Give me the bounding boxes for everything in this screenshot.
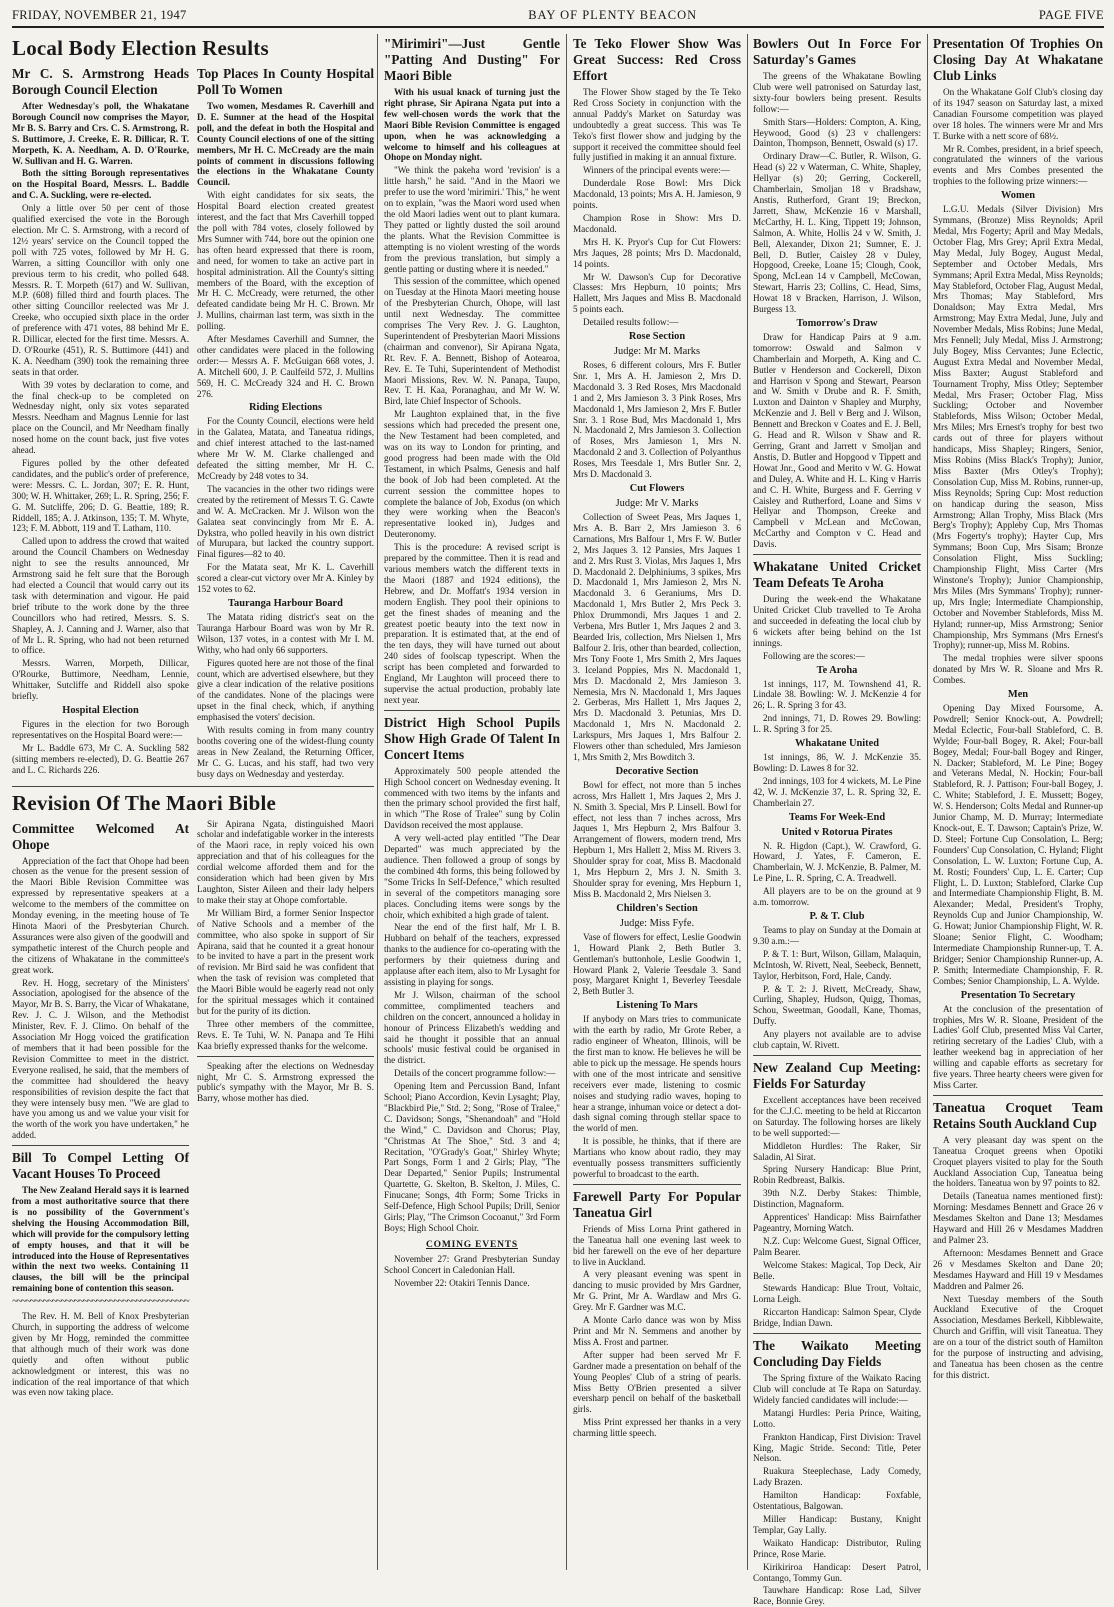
article-paragraph: Both the sitting Borough representatives on the Hospital Board, Messrs. L. Baddle and C. A. Suckling, were re-elected. bbox=[12, 168, 189, 201]
article-paragraph: Mr R. Combes, president, in a brief speech, congratulated the winners of the various events and Mrs Combes presented the trophies to the following prize winners:— bbox=[933, 143, 1103, 187]
article-paragraph: For the County Council, elections were held in the Galatea, Matata, and Taneatua ridings, and chief interest attached to the last-named where Mr W. M. Clarke challenged and defeated the sitting member, Mr H. C. McCready by 248 votes to 34. bbox=[197, 416, 374, 481]
article-paragraph: Stewards Handicap: Blue Trout, Voltaic, Lorna Leigh. bbox=[753, 1283, 921, 1305]
issue-date: FRIDAY, NOVEMBER 21, 1947 bbox=[12, 7, 187, 22]
masthead bbox=[12, 6, 1104, 28]
article-paragraph: The medal trophies were silver spoons donated by Mrs W. R. Sloane and Mrs R. Combes. bbox=[933, 653, 1103, 686]
article-paragraph: Called upon to address the crowd that waited around the Council Chambers on Wednesday night to see the results announced, Mr Armstrong said he felt sure that the Borough had elected a Council that would carry out its task with determination and vigour. He paid brief tribute to the work done by the three Councillors who had retired, Messrs. S. S. Shapley, A. J. Canning and J. Warner, also that of Mr L. R. Spring, who had not been returned to office. bbox=[12, 536, 189, 656]
paper-name: BAY OF PLENTY BEACON bbox=[528, 7, 698, 22]
article-paragraph: Waikato Handicap: Distributor, Ruling Prince, Rose Marie. bbox=[753, 1537, 921, 1559]
article-paragraph: Mr William Bird, a former Senior Inspector of Native Schools and a member of the committee, who also spoke in support of Sir Apirana, said that he counted it a great honour to be invited to have a part in the present work of revision. Mr Bird said he was confident that when the task of revision was completed that the Maori Bible would be eagerly read not only for the spiritual messages which it contained but for the purity of its diction. bbox=[197, 907, 374, 1016]
article-paragraph: L.G.U. Medals (Silver Division) Mrs Symmans, (Bronze) Miss Reynolds; April Medal, Mrs Fogerty; April and May Medals, October Flag, Mrs Grey; April Extra Medal, May Medal, July Bogey, August Medal, September and October Medals, Mrs Symmans; April Extra Medal, Miss Reynolds; May Stableford, October Flag, August Medal, Mrs Thomas; May Stableford, Mrs Donaldson; May Extra Medal, Mrs Armstrong; May Extra Medal, June, July and November Medals, Miss Robins; June Medal, Mrs Fennell; July Medal, Miss J. Armstrong; July Bogey, Miss Cervantes; June Eclectic, August Extra Medal and November Medal, Miss Baxter; August Stableford and Tournament Trophy, Miss Otley; September Medal, Mrs Fraser; October Flag, Miss Suckling; October and November Stablefords, Miss Wilson; October Medal, Mrs Miles; Mrs Ernest's trophy for best two cards out of three for players without handicaps, Miss Shapley; Ringers, Senior, Miss Robins (Miss Black's Trophy); Junior, Miss Baxter (Mrs Otley's Trophy); Consolation Cup, Miss M. Robins, runner-up, Miss Reynolds; Spring Cup: Most reduction on handicap during the season, Miss Armstrong; Allan Trophy, Miss Black (Mrs Berg's Trophy); Appleby Cup, Mrs Thomas (Mrs Fogerty's trophy); Hayter Cup, Mrs Symmans; Boon Cup, Mrs Sisam; Bronze Consolation Flight, Miss Suckling; Championship Flight, Miss Carter (Mrs Winstone's Trophy); Junior Championship, Mrs Miles (Mrs Symmans' Trophy); runner-up, Mrs Ingle; Intermediate Championship, October and November Stablefords, Miss M. Hyland; runner-up, Miss Armstrong; Senior Championship, Mrs Symmans (Mrs Ernest's Trophy); runner-up, Miss M. Robins. bbox=[933, 204, 1103, 651]
article-paragraph: Opening Day Mixed Foursome, A. Powdrell; Senior Knock-out, A. Powdrell; Medal Eclectic, Four-ball Stableford, C. B. Wylde; Four-ball Bogey, R. Akel; Four-ball Bogey, Medal; Four-ball Bogey and Ringer, N. Dacker; Stableford, M. Le Pine; Bogey and Veterans Medal, N. Hockin; Four-ball Stableford, R. J. Pattison; Four-ball Bogey, J. C. White; Stableford, J. E. Mussett; Bogey, W. S. Henderson; Colts Medal and Runner-up Junior Champ, M. D. Murray; Intermediate Knock-out, E. T. Dawson; Captain's Prize, W. D. Steel; Fortune Cup Consolation, L. Berg; Founders' Cup Consolation, C. Hyland; Flight Consolation, L. W. Luxton; Fortune Cup, A. M. Rosti; Founders' Cup, L. E. Carter; Cup Flight, L. D. Luxton; Stableford, Clarke Cup and Intermediate Championship Flight, B. M. Alexander; Medal, President's Trophy, Reynolds Cup and Junior Championship, W. G. Howat; Junior Championship Flight, W. R. Sloane; Senior Flight, C. Woodham; Intermediate Championship Runner-up, T. A. Bridger; Senior Championship Runner-up, A. P. Smith; Intermediate Championship, F. R. Combes; Senior Championship, L. A. Wylde. bbox=[933, 703, 1103, 986]
section-subhead: Tomorrow's Draw bbox=[796, 317, 878, 329]
article-paragraph: Next Tuesday members of the South Auckland Executive of the Croquet Association, Mesdames Berkell, Kibblewaite, Church and Griffin, will visit Taneatua. They are on a tour of the district south of Hamilton for the purpose of instructing and advising, and Taneatua has been chosen as the centre for this district. bbox=[933, 1293, 1103, 1380]
section-subhead: Tauranga Harbour Board bbox=[228, 597, 343, 609]
article-paragraph: The greens of the Whakatane Bowling Club were well patronised on Saturday last, sixty-four bowlers being present. Results follow:— bbox=[753, 71, 921, 114]
article-headline: Whakatane United Cricket Team Defeats Te Aroha bbox=[753, 559, 921, 591]
article-paragraph: A very pleasant evening was spent in dancing to music provided by Mrs Gardner, Mr G. Print, Mr A. Wardlaw and Mrs G. Grey. Mr F. Gardner was M.C. bbox=[573, 1269, 741, 1313]
article-headline: Farewell Party For Popular Taneatua Girl bbox=[573, 1188, 741, 1220]
article-paragraph: Smith Stars—Holders: Compton, A. King, Heywood, Good (s) 23 v challengers: Dainton, Thompson, Bennett, Oswald (s) 17. bbox=[753, 116, 921, 149]
article-paragraph: Three other members of the committee, Revs. E. Te Tuhi, W. N. Panapa and Te Hihi Kaa briefly expressed thanks for the welcome. bbox=[197, 1018, 374, 1051]
section-subhead: Women bbox=[1000, 190, 1036, 202]
article-paragraph: Dunderdale Rose Bowl: Mrs Dick Macdonald, 13 points; Mrs A. H. Jamieson, 9 points. bbox=[573, 178, 741, 211]
article-paragraph: A very pleasant day was spent on the Taneatua Croquet greens when Opotiki Croquet players visited to play for the South Auckland Association Cup, Taneatua being the holders. Taneatua won by 97 points to 82. bbox=[933, 1134, 1103, 1189]
article-paragraph: 1st innings, 117, M. Townshend 41, R. Lindale 38. Bowling: W. J. McKenzie 4 for 26; L. R. Spring 3 for 43. bbox=[753, 678, 921, 711]
article-paragraph: 39th N.Z. Derby Stakes: Thimble, Distinction, Magnaform. bbox=[753, 1188, 921, 1210]
article-paragraph: It is possible, he thinks, that if there are Martians who know about radio, they may eventually possess transmitters sufficiently powerful to broadcast to the earth. bbox=[573, 1136, 741, 1179]
article-paragraph: Welcome Stakes: Magical, Top Deck, Air Belle. bbox=[753, 1259, 921, 1281]
column-3 bbox=[384, 34, 560, 1570]
column-2 bbox=[197, 64, 374, 782]
article-paragraph: Matangi Hurdles: Peria Prince, Waiting, Lotto. bbox=[753, 1407, 921, 1429]
article-paragraph: Excellent acceptances have been received for the C.J.C. meeting to be held at Riccarton on Saturday. The following horses are likely to be well supported:— bbox=[753, 1094, 921, 1138]
article-paragraph: Detailed results follow:— bbox=[583, 317, 679, 328]
article-paragraph: This is the procedure: A revised script is prepared by the committee. Then it is read and various members watch the different texts in the Maori (1887 and 1924 editions), the Hebrew, and Dr. Moffatt's 1934 version in modern English. They pool their opinions to get the finest shades of meaning and the greatest poetic beauty into the text now in preparation. It is estimated that, at the end of the ten days, they will have turned out about 240 sides of foolscap typescript. When the script has been completed and forwarded to England, Mr Laughton will proceed there to supervise the actual production, probably late next year. bbox=[384, 542, 560, 705]
article-paragraph: If anybody on Mars tries to communicate with the earth by radio, Mr Grote Reber, a radio engineer of Wheaton, Illinois, will be the first man to know. He believes he will be able to pick up the message. He spends hours with one of the most intricate and sensitive receivers ever made, listening to cosmic noises and studying radio waves, hoping to hear a strange, inhuman voice or detect a dot-dash signal coming through stellar space to the world of men. bbox=[573, 1014, 741, 1134]
article-paragraph: At the conclusion of the presentation of trophies, Mrs W. R. Sloane, President of the Ladies' Golf Club, presented Miss Val Carter, retiring secretary of the Ladies' Club, with a leather weekend bag in appreciation of her willing and capable efforts as secretary for five years. Three hearty cheers were given for Miss Carter. bbox=[933, 1003, 1103, 1090]
article-paragraph: Ruakura Steeplechase, Lady Comedy, Lady Brazen. bbox=[753, 1466, 921, 1488]
article-paragraph: P. & T. 2: J. Rivett, McCready, Shaw, Curling, Shapley, Hudson, Quigg, Thomas, Schou, Sweetman, Goodall, Kane, Thomas, Duffy. bbox=[753, 983, 921, 1027]
article-headline: District High School Pupils Show High Grade Of Talent In Concert Items bbox=[384, 714, 560, 762]
event-item: November 27: Grand Presbyterian Sunday School Concert in Caledonian Hall. bbox=[384, 1253, 560, 1275]
article-paragraph: The Rev. H. M. Bell of Knox Presbyterian Church, in supporting the address of welcome given by Mr Hogg, reminded the committee that although much of their work was done quietly and often without public acknowledgment or interest, this was no indication of the real importance of that which was even now taking place. bbox=[12, 1311, 189, 1398]
column-1-lower bbox=[12, 819, 189, 1401]
divider bbox=[933, 1095, 1103, 1096]
article-paragraph: Mr Laughton explained that, in the five sessions which had preceded the present one, the New Testament had been completed, and was on its way to London for printing, and good progress had been made with the Old Testament, in which Psalms, Genesis and half the book of Job had been completed. At the current session the committee hopes to complete the balance of Job, Exodus (on which they were working when the Beacon's representative looked in), Judges and Deuteronomy. bbox=[384, 409, 560, 540]
article-paragraph: Miller Handicap: Bustany, Knight Templar, Gay Lally. bbox=[753, 1513, 921, 1535]
section-subhead: Men bbox=[1007, 689, 1029, 701]
article-paragraph: Approximately 500 people attended the High School concert on Wednesday evening. It commenced with two items by the infants and then the primary school provided the first half, in which "The Rose of Tralee" sung by Colin Davidson received the most applause. bbox=[384, 765, 560, 831]
article-paragraph: A very well-acted play entitled "The Dear Departed" was much appreciated by the audience. Then followed a group of songs by the combined 4th forms, this being followed by "Some Tricks In Self-Defence," which resulted in several of the competitors managing sore places. Concluding items were songs by the choir, which exhibited a high grade of talent. bbox=[384, 833, 560, 920]
divider bbox=[573, 1184, 741, 1185]
columns bbox=[12, 28, 1104, 1607]
article-headline: New Zealand Cup Meeting: Fields For Saturday bbox=[753, 1059, 921, 1091]
lead-article-block bbox=[12, 34, 374, 1570]
article-paragraph: Sir Apirana Ngata, distinguished Maori scholar and indefatigable worker in the interests of the Maori race, in reply voiced his own appreciation and that of his colleagues for the cordial welcome afforded them and for the consideration which had been given by Mrs Laughton, Sister Aileen and their lady helpers to make their stay at Ohope comfortable. bbox=[197, 818, 374, 905]
article-paragraph: Rev. H. Hogg, secretary of the Ministers' Association, apologised for the absence of the Mayor, Mr B. S. Barry, the Vicar of Whakatane, Rev. J. C. J. Wilson, and the Methodist Minister, Rev. F. J. Climo. On behalf of the Association Mr Hogg voiced the gratification of members that it had been possible for the Revision Committee to meet in the district. Everyone realised, he said, that the members of the committee had shouldered the heavy responsibilities of revision despite the fact that they were intensely busy men. "We are glad to have you among us and we value your visit for the worth of the work you have undertaken," he added. bbox=[12, 977, 189, 1141]
column-rule bbox=[377, 34, 378, 1570]
article-headline: Bowlers Out In Force For Saturday's Games bbox=[753, 36, 921, 67]
article-paragraph: On the Whakatane Golf Club's closing day of its 1947 season on Saturday last, a mixed Canadian Foursome competition was played over 18 holes. The winners were Mr and Mrs T. Burke with a nett score of 68½. bbox=[933, 87, 1103, 141]
article-paragraph: The Flower Show staged by the Te Teko Red Cross Society in conjunction with the annual Paddy's Market on Saturday was undoubtedly a great success. This was Te Teko's first flower show and judging by the support it received the committee should feel fully justified in making it an annual fixture. bbox=[573, 87, 741, 163]
section-subhead: Teams For Week-End bbox=[788, 811, 886, 823]
article-paragraph: Any players not available are to advise club captain, W. Rivett. bbox=[753, 1029, 921, 1051]
judge-line: Judge: Miss Fyfe. bbox=[619, 917, 695, 929]
article-paragraph: Near the end of the first half, Mr I. B. Hubbard on behalf of the teachers, expressed thanks to the audience for co-operating with the performers by their quietness during and applause after each item, also to Mr Lysaght for assisting in playing for songs. bbox=[384, 922, 560, 987]
article-paragraph: Hamilton Handicap: Foxfable, Ostentatious, Balgowan. bbox=[753, 1490, 921, 1512]
article-paragraph: Kirikiriroa Handicap: Desert Patrol, Contango, Tommy Gun. bbox=[753, 1561, 921, 1583]
article-headline: Presentation Of Trophies On Closing Day At Whakatane Club Links bbox=[933, 36, 1103, 83]
article-paragraph: Mrs H. K. Pryor's Cup for Cut Flowers: Mrs Jaques, 28 points; Mrs D. Macdonald, 14 points. bbox=[573, 236, 741, 269]
article-paragraph: Spring Nursery Handicap: Blue Print, Robin Redbreast, Balkis. bbox=[753, 1164, 921, 1186]
article-paragraph: With eight candidates for six seats, the Hospital Board election created greatest interest, and the fact that Mrs Caverhill topped the poll with 784 votes, closely followed by Mrs Sumner with 744, bore out the opinion one has often heard expressed that there is room, and need, for women to take an active part in hospital administration. All the County's sitting members of the Board, with the exception of Mr H. C. McCready, were returned, the other defeated candidate being Mr H. C. Brown. Mr J. Mullins, chairman last term, was sixth in the polling. bbox=[197, 190, 374, 332]
section-subhead: Te Aroha bbox=[816, 664, 858, 676]
divider bbox=[753, 554, 921, 555]
article-paragraph: Champion Rose in Show: Mrs D. Macdonald. bbox=[573, 212, 741, 234]
article-paragraph: Miss Print expressed her thanks in a very charming little speech. bbox=[573, 1417, 741, 1439]
divider bbox=[753, 1055, 921, 1056]
column-2-lower bbox=[197, 819, 374, 1401]
article-paragraph: Messrs. Warren, Morpeth, Dillicar, O'Rourke, Buttimore, Needham, Lennie, Whittaker, Sutcliffe and Riddell also spoke briefly. bbox=[12, 658, 189, 702]
article-paragraph: 2nd innings, 103 for 4 wickets, M. Le Pine 42, W. J. McKenzie 37, L. R. Spring 32, E. Chamberlain 27. bbox=[753, 775, 921, 808]
event-item: November 22: Otakiri Tennis Dance. bbox=[394, 1277, 530, 1288]
article-paragraph: This session of the committee, which opened on Tuesday at the Hinota Maori meeting house of the Presbyterian Church, Ohope, will last until next Wednesday. The committee comprises The Very Rev. J. G. Laughton, Superintendent of Presbyterian Maori Missions (chairman and convenor), Sir Apirana Ngata, Rt. Rev. F. A. Bennett, Bishop of Aotearoa, Rev. E. Te Tuhi, Superintendent of Methodist Maori Missions, Rev. W. N. Panapa, Taupo, Rev. T. H. Kaa, Poranaghau, and Mr W. W. Bird, late Chief Inspector of Schools. bbox=[384, 276, 560, 407]
column-6 bbox=[933, 34, 1103, 1570]
lead-headline: Local Body Election Results bbox=[12, 36, 269, 60]
article-paragraph: Ordinary Draw—C. Butler, R. Wilson, G. Head (s) 22 v Waterman, C. White, Shapley, Hellyar (s) 20; Gerring, Cockerell, Chamberlain, Smoljan 18 v Bradshaw, Anstis, Rutherford, Grant 19; Breckon, Jarrett, Shaw, McKenzie 16 v Marshall, McCarthy, H. L. King, Tippett 19; Johnson, Salmon, A. White, Hollis 24 v W. Smith, J. Bell, Alexander, Dixon 21; Sumner, E. J. Bell, D. Butler, Caisley 28 v Duley, Hopgood, Creeke, Loane 15; Clough, Cook, Spong, McLean 14 v Campbell, McCowan, Stewart, Harris 23; Collins, C. Head, Sims, Howat 18 v Bracken, Harrison, J. Wilson, Burgess 13. bbox=[753, 151, 921, 315]
article-paragraph: Details (Taneatua names mentioned first): Morning: Mesdames Bennett and Grace 26 v Mesdames Skelton and Dane 13; Mesdames Hayward and Hill 26 v Mesdames Maddren and Palmer 23. bbox=[933, 1191, 1103, 1245]
section-subhead: Riding Elections bbox=[248, 402, 323, 414]
article-paragraph: Figures in the election for two Borough representatives on the Hospital Board were:— bbox=[12, 718, 189, 740]
article-paragraph: Middleton Hurdles: The Raker, Sir Saladin, Al Sirat. bbox=[753, 1140, 921, 1162]
section-subhead: Listening To Mars bbox=[616, 1000, 698, 1012]
page-number: PAGE FIVE bbox=[1038, 7, 1104, 22]
article-paragraph: Opening Item and Percussion Band, Infant School; Piano Accordion, Kevin Lysaght; Play, "Blackbird Pie," Std. 2; Song, "Rose of Tralee," C. Davidson; Songs, "Shenandoah" and "Hold the Wind," C. Davidson and Chorus; Play, "Christmas At The Shoe," Std. 3 and 4; Recitation, "O'Grady's Goat," Shirley Whyte; Part Songs, Form 1 and 2 Girls; Play, "The Dear Departed," Senior Pupils; Instrumental Quartette, G. Skelton, B. Skelton, J. Miles, C. Finucane; Songs, 4th Form; Some Tricks in Self-Defence, High School Pupils; Drill, Senior Girls; Play, "The Crimson Cocoanut," 3rd Form Boys; High School Choir. bbox=[384, 1081, 560, 1233]
article-paragraph: After Wednesday's poll, the Whakatane Borough Council now comprises the Mayor, Mr B. S. Barry and Crs. C. S. Armstrong, R. S. Buttimore, J. Creeke, E. R. Dillicar, R. T. Morpeth, K. A. Needham, A. D. O'Rourke, W. Sullivan and H. G. Warren. bbox=[12, 101, 189, 166]
article-headline: Taneatua Croquet Team Retains South Auckland Cup bbox=[933, 1099, 1103, 1131]
article-headline: Mr C. S. Armstrong Heads Borough Council Election bbox=[12, 66, 189, 97]
article-headline: Bill To Compel Letting Of Vacant Houses To Proceed bbox=[12, 1150, 189, 1182]
article-paragraph: Roses, 6 different colours, Mrs F. Butler Snr. 1, Mrs A. H. Jamieson 2, Mrs D. Macdonald 3. 3 Red Roses, Mrs Macdonald 1 and 2, Mrs Jamieson 3. 3 Pink Roses, Mrs Macdonald 1, Mrs Jamieson 2, Mrs F. Butler Snr. 3. 1 Rose Bud, Mrs Macdonald 1, Mrs N. Macdonald 2, Mrs Jamieson 3. Collection of Roses, Mrs Jamieson 1, Mrs N. Macdonald 2 and 3. Collection of Polyanthus Roses, Mrs Teesdale 1, Mrs Butler Snr. 2, Mrs D. Macdonald 3. bbox=[573, 360, 741, 480]
article-paragraph: Speaking after the elections on Wednesday night, Mr C. S. Armstrong expressed the public's sympathy with the Mayor, Mr B. S. Barry, whose mother has died. bbox=[197, 1060, 374, 1104]
column-5 bbox=[753, 34, 921, 1607]
column-4 bbox=[573, 34, 741, 1570]
divider bbox=[197, 1056, 374, 1057]
article-headline: The Waikato Meeting Concluding Day Fields bbox=[753, 1338, 921, 1370]
article-paragraph: All players are to be on the ground at 9 a.m. tomorrow. bbox=[753, 886, 921, 908]
article-paragraph: The Matata riding district's seat on the Tauranga Harbour Board was won by Mr R. Wilson, 137 votes, in a contest with Mr I. M. Withy, who had only 66 supporters. bbox=[197, 611, 374, 655]
article-paragraph: Collection of Sweet Peas, Mrs Jaques 1, Mrs A. B. Barr 2, Mrs Jamieson 3. 6 Carnations, Mrs Balfour 1, Mrs F. W. Butler 2, Mrs Jaques 3. 12 Pansies, Mrs Jaques 1 and 2. Mrs Rust 3. Violas, Mrs Jaques 1, Mrs D. Macdonald 2. Delphiniums, 3 spikes, Mrs D. Macdonald 1, Mrs Jamieson 2, Mrs N. Macdonald 3. 6 Geraniums, Mrs D. Macdonald 1, Mrs Butler 2, Mrs Peck 3. Phlox Drummondi, Mrs Jaques 1 and 2. Verbena, Mrs Butler 1, Mrs Jaques 2 and 3. Bearded Iris, collection, Mrs Nielsen 1, Mrs Balfour 2. Iris, other than bearded, collection, Mrs Tony Foote 1, Mrs Smith 2, Mrs Jaques 3. Iceland Poppies, Mrs N. Macdonald 1, Mrs D. Macdonald 2, Mrs Jamieson 3. Nemesia, Mrs N. Macdonald 1, Mrs Jaques 2. Gerberas, Mrs Hallett 1, Mrs Jaques 2, Mrs D. Macdonald 3. Petunias, Mrs D. Macdonald 1, Mrs N. Macdonald 2. Larkspurs, Mrs Jaques 1, Mrs Balfour 2. Flowers other than scheduled, Mrs Jamieson 1, Mrs Smith 2, Mrs Bowditch 3. bbox=[573, 512, 741, 762]
article-paragraph: The vacancies in the other two ridings were created by the retirement of Messrs T. G. Cawte and W. A. McCracken. Mr J. Wilson won the Galatea seat convincingly from Mr E. A. Dykstra, who polled heavily in his own district of Murupara, but lacked the country support. Final figures—82 to 40. bbox=[197, 483, 374, 560]
column-rule bbox=[747, 34, 748, 1570]
coming-events-heading: COMING EVENTS bbox=[426, 1239, 518, 1250]
column-rule bbox=[566, 34, 567, 1570]
article-headline: Top Places In County Hospital Poll To Women bbox=[197, 66, 374, 97]
article-paragraph: After supper had been served Mr F. Gardner made a presentation on behalf of the Young Peoples' Club of a string of pearls. Miss Betty O'Brien presented a silver eversharp pencil on behalf of the basketball girls. bbox=[573, 1349, 741, 1415]
section-headline: Revision Of The Maori Bible bbox=[12, 790, 277, 815]
article-paragraph: A Monte Carlo dance was won by Miss Print and Mr N. Semmens and another by Miss A. Frost and partner. bbox=[573, 1315, 741, 1347]
divider bbox=[12, 786, 374, 787]
article-paragraph: Riccarton Handicap: Salmon Spear, Clyde Bridge, Indian Dawn. bbox=[753, 1307, 921, 1329]
article-paragraph: 1st innings, 86, W. J. McKenzie 35. Bowling: D. Lawes 8 for 32. bbox=[753, 752, 921, 773]
article-paragraph: Two women, Mesdames R. Caverhill and D. E. Sumner at the head of the Hospital poll, and the defeat in both the Hospital and County Council elections of one of the sitting members, Mr H. C. McCready are the main points of comment in discussions following the elections in the Whakatane County Council. bbox=[197, 101, 374, 188]
judge-line: Judge: Mr M. Marks bbox=[613, 346, 700, 358]
article-paragraph: Following are the scores:— bbox=[763, 650, 865, 661]
article-paragraph: "We think the pakeha word 'revision' is a little harsh," he said. "And in the Maori we prefer to use the word 'mirimiri.' This," he went on to explain, "was the Maori word used when the old Maori ladies went out to plant kumara. They patted or lightly dusted the soil around the plants. What the Revision Committee is attempting is no violent wresting of the words from the previous translation, but simply a gentle patting or dusting where it is needed." bbox=[384, 165, 560, 274]
article-paragraph: The Spring fixture of the Waikato Racing Club will conclude at Te Rapa on Saturday. Widely fancied candidates will include:— bbox=[753, 1373, 921, 1405]
ornament-divider: ~~~~~~~~~~~~~~~~~~~~~~~~~~~~~~~~~~~~~~~~ bbox=[12, 1296, 189, 1308]
article-paragraph: Frankton Handicap, First Division: Travel King, Magic Stride. Second: Title, Peter Nelson. bbox=[753, 1431, 921, 1464]
article-paragraph: P. & T. 1: Burt, Wilson, Gillam, Malaquin, McIntosh, W. Rivett, Neal, Seebeck, Bennett, Taylor, Herbitson, Ford, Hale, Candy. bbox=[753, 948, 921, 981]
article-paragraph: Mr J. Wilson, chairman of the school committee, complimented teachers and children on the concert, announced a holiday in honour of Princess Elizabeth's wedding and said he thought it possible that an annual schools' music festival could be organised in the district. bbox=[384, 989, 560, 1066]
section-subhead: Whakatane United bbox=[794, 738, 879, 750]
article-headline: Te Teko Flower Show Was Great Success: Red Cross Effort bbox=[573, 36, 741, 83]
article-paragraph: N.Z. Cup: Welcome Guest, Signal Officer, Palm Bearer. bbox=[753, 1235, 921, 1257]
article-paragraph: Vase of flowers for effect, Leslie Goodwin 1, Howard Plank 2, Beth Butler 3. Gentleman's buttonhole, Leslie Goodwin 1, Howard Plank 2, Valerie Teesdale 3. Sand posy, Margaret Knight 1, Beverley Teesdale 2, Beth Butler 3. bbox=[573, 931, 741, 997]
article-paragraph: Appreciation of the fact that Ohope had been chosen as the venue for the present session of the Maori Bible Revision Committee was expressed by representative speakers at a welcome to the members of the committee on Monday evening, in the meeting house of Te Hinota Maori of the Presbyterian Church. Assurances were also given of the goodwill and sympathetic interest of the Church people and the citizens of Whakatane in the committee's great work. bbox=[12, 855, 189, 975]
article-paragraph: During the week-end the Whakatane United Cricket Club travelled to Te Aroha and succeeded in defeating the local club by 6 wickets after being behind on the 1st innings. bbox=[753, 594, 921, 648]
article-paragraph: For the Matata seat, Mr K. L. Caverhill scored a clear-cut victory over Mr A. Kinley by 152 votes to 62. bbox=[197, 562, 374, 595]
article-paragraph: The New Zealand Herald says it is learned from a most authoritative source that there is no possibility of the Government's shelving the Housing Accommodation Bill, which will provide for the compulsory letting of empty houses, and that it will be introduced into the House of Representatives within the next two weeks. Containing 11 clauses, the bill will be the principal remaining bone of contention this season. bbox=[12, 1185, 189, 1294]
article-paragraph: Only a little over 50 per cent of those qualified exercised the vote in the Borough election. Mr C. S. Armstrong, with a record of 12½ years' service on the Council topped the poll with 725 votes, followed by Mr H. G. Warren, a sitting Councillor with only one previous term to his credit, who polled 648. Messrs. R. T. Morpeth (617) and W. Sullivan, M.P. (608) filled third and fourth places. The other sitting Councillor reelected was Mr J. Creeke, who occupied sixth place in the order of preference with 471 votes, 88 behind Mr E. R. Dillicar, elected for the first time. Messrs. A. D. O'Rourke (451), R. S. Buttimore (441) and K. A. Needham (390) took the remaining three seats in that order. bbox=[12, 203, 189, 377]
article-paragraph: Teams to play on Sunday at the Domain at 9.30 a.m.:— bbox=[753, 925, 921, 946]
article-paragraph: With results coming in from many country booths covering one of the widest-flung county areas in New Zealand, the Returning Officer, Mr C. G. Lucas, and his staff, had two very busy days on Wednesday and yesterday. bbox=[197, 725, 374, 779]
section-subhead: Children's Section bbox=[616, 902, 698, 914]
article-paragraph: With 39 votes by declaration to come, and the final check-up to be completed on Wednesday night, only six votes separated Messrs. Needham and Magnus Lennie for last place on the Council, and Mr Needham finally nosed home on the count back, just five votes ahead. bbox=[12, 379, 189, 456]
section-subhead: Cut Flowers bbox=[629, 483, 685, 494]
section-subhead: P. & T. Club bbox=[809, 911, 865, 922]
article-paragraph: N. R. Higdon (Capt.), W. Crawford, G. Howard, J. Yates, F. Cameron, E. Chamberlain, W. J. McKenzie, B. Palmer, M. Le Pine, L. R. Spring, C. A. Treadwell. bbox=[753, 840, 921, 884]
article-paragraph: Apprentices' Handicap: Miss Bairnfather Pageantry, Morning Watch. bbox=[753, 1212, 921, 1233]
article-paragraph: Friends of Miss Lorna Print gathered in the Taneatua hall one evening last week to bid her farewell on the eve of her departure to live in Auckland. bbox=[573, 1223, 741, 1267]
article-headline: Committee Welcomed At Ohope bbox=[12, 820, 189, 852]
article-paragraph: Details of the concert programme follow:— bbox=[394, 1068, 556, 1079]
divider bbox=[12, 1145, 189, 1146]
section-subhead: Decorative Section bbox=[615, 765, 699, 777]
divider bbox=[384, 710, 560, 711]
article-paragraph: After Mesdames Caverhill and Sumner, the other candidates were placed in the following order:— Messrs A. F. McGuigan 668 votes, J. A. Mitchell 600, J. P. Caulfeild 572, J. Mullins 569, H. C. McCready 324 and H. C. Brown 276. bbox=[197, 334, 374, 399]
article-headline: "Mirimiri"—Just Gentle "Patting And Dusting" For Maori Bible bbox=[384, 36, 560, 83]
article-paragraph: Afternoon: Mesdames Bennett and Grace 26 v Mesdames Skelton and Dane 20; Mesdames Hayward and Hill 19 v Mesdames Maddren and Palmer 26. bbox=[933, 1247, 1103, 1291]
article-paragraph: 2nd innings, 71, D. Rowes 29. Bowling: L. R. Spring 3 for 25. bbox=[753, 713, 921, 735]
article-paragraph: Bowl for effect, not more than 5 inches across, Mrs Hallett 1, Mrs Jaques 2, Mrs J. N. Smith 3. Special, Mrs P. Linsell. Bowl for effect, not less than 7 inches across, Mrs Jaques 1, Mrs Hepburn 2, Mrs Balfour 3. Arrangement of flowers, modern trend, Mrs Hepburn 1, Mrs Hallett 2, Miss M. Rivers 3. Shoulder spray for coat, Miss B. Macdonald 1, Mrs Hepburn 2, Mrs J. N. Smith 3. Shoulder spray for evening, Mrs Hepburn 1, Miss B. Macdonald 2, Mrs Nielsen 3. bbox=[573, 779, 741, 899]
article-paragraph: Draw for Handicap Pairs at 9 a.m. tomorrow: Oswald and Salmon v Chamberlain and Morpeth, A. King and C. Butler v Henderson and Cockerell, Dixon and Harrison v Spong and Stewart, Pearson and W. Smith v Drube and R. F. Smith, Luxton and Dainton v Shapley and Murphy, McKenzie and J. Bell v Berg and J. Wilson, Bennett and Breckon v Coates and E. J. Bell, G. Head and R. Wilson v Shaw and R. Gerring, Grant and Jarrett v Smoljan and Anstis, D. Butler and Hopgood v Tippett and Howat Jnr., Good and Merito v W. G. Howat and Duley, A. White and H. L. King v Harris and C. H. White, Burgess and F. Gerring v Caisley and Rutherford, Loane and Sims v Hellyar and Thompson, Creeke and Campbell v McLean and McCowan, McCarthy and Compton v C. Head and Davis. bbox=[753, 331, 921, 550]
section-subhead: United v Rotorua Pirates bbox=[781, 826, 893, 838]
column-1 bbox=[12, 64, 189, 782]
column-rule bbox=[927, 34, 928, 1570]
article-paragraph: Mr W. Dawson's Cup for Decorative Classes: Mrs Hepburn, 10 points; Mrs Hallett, Mrs Jaques and Miss B. Macdonald 5 points each. bbox=[573, 271, 741, 315]
section-subhead: Hospital Election bbox=[62, 704, 139, 716]
divider bbox=[753, 1333, 921, 1334]
article-paragraph: Figures quoted here are not those of the final count, which are advertised elsewhere, but they give a clear indication of the relative positions of the candidates. None of the placings were upset in the final check, which, if anything emphasised the voters' decision. bbox=[197, 657, 374, 723]
article-paragraph: Mr L. Baddle 673, Mr C. A. Suckling 582 (sitting members re-elected), D. G. Beattie 267 and L. C. Richards 226. bbox=[12, 742, 189, 775]
section-subhead: Rose Section bbox=[628, 331, 686, 343]
article-paragraph: Winners of the principal events were:— bbox=[583, 165, 730, 176]
article-paragraph: Figures polled by the other defeated candidates, and the public's order of preference, were: Messrs. C. L. Jordan, 307; E. R. Hunt, 300; W. H. Whittaker, 269; L. R. Spring, 256; F. G. M. Sutcliffe, 206; D. G. Beattie, 189; R. Riddell, 185; A. J. Atkinson, 135; T. M. Whyte, 123; F. M. Abbott, 119 and T. Latham, 110. bbox=[12, 458, 189, 534]
judge-line: Judge: Mr V. Marks bbox=[615, 498, 699, 509]
article-paragraph: With his usual knack of turning just the right phrase, Sir Apirana Ngata put into a few well-chosen words the work that the Maori Bible Revision Committee is engaged upon, when he was acknowledging a welcome to himself and his colleagues at Ohope on Monday night. bbox=[384, 87, 560, 163]
article-paragraph: Tauwhare Handicap: Rose Lad, Silver Race, Bonnie Grey. bbox=[753, 1585, 921, 1607]
section-subhead: Presentation To Secretary bbox=[960, 989, 1076, 1001]
